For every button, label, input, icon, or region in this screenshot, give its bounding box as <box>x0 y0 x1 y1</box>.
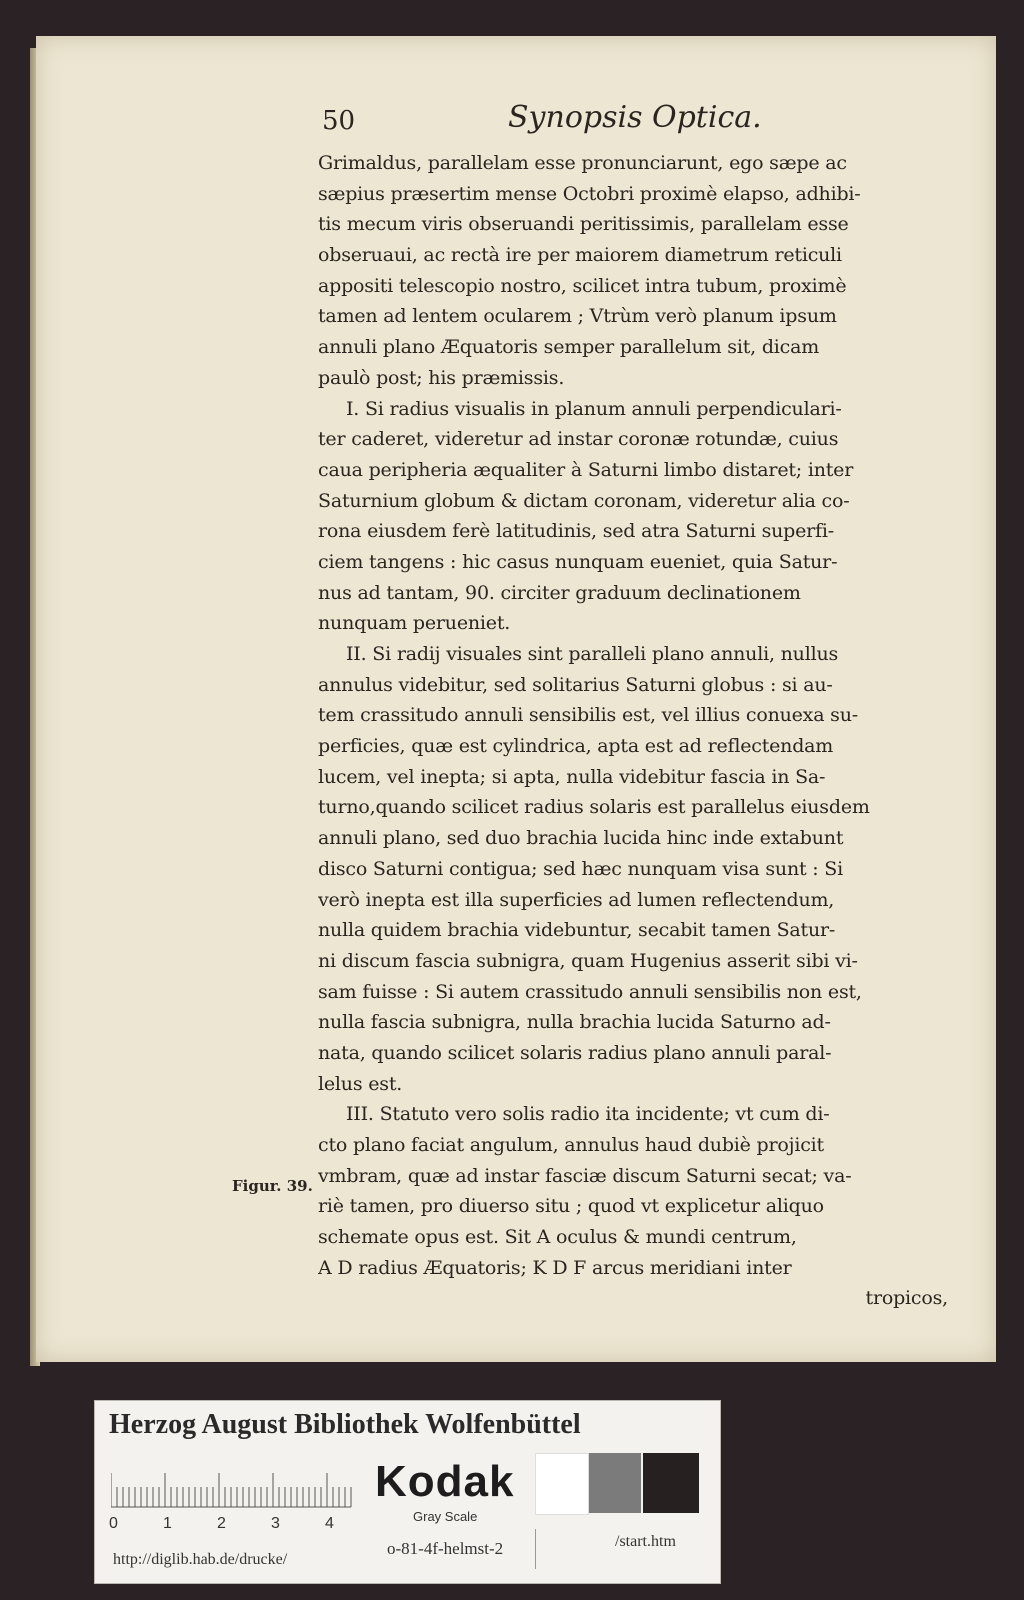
text-line: ter caderet, videretur ad instar coronæ rotundæ, cuius <box>318 428 839 451</box>
text-line: lelus est. <box>318 1072 403 1095</box>
text-line: perficies, quæ est cylindrica, apta est ad reflectendam <box>318 735 834 758</box>
text-line: ni discum fascia subnigra, quam Hugenius asserit sibi vi- <box>318 949 858 972</box>
text-block <box>318 100 948 1314</box>
text-line: nata, quando scilicet solaris radius plano annuli paral- <box>318 1041 832 1064</box>
page-header <box>318 100 948 148</box>
text-line: tem crassitudo annuli sensibilis est, vel illius conuexa su- <box>318 704 858 727</box>
body-text <box>318 148 948 1314</box>
text-line: ciem tangens : hic casus nunquam eueniet, quia Satur- <box>318 550 838 573</box>
black-swatch <box>643 1453 699 1513</box>
text-line: sæpius præsertim mense Octobri proximè elapso, adhibi- <box>318 182 861 205</box>
margin-note: Figur. 39. <box>232 1177 313 1195</box>
running-title: Synopsis Optica. <box>508 100 762 135</box>
gray-scale-label: Gray Scale <box>413 1509 478 1524</box>
text-line: nulla quidem brachia videbuntur, secabit tamen Satur- <box>318 919 836 942</box>
text-line: tropicos, <box>865 1287 948 1310</box>
text-line: turno,quando scilicet radius solaris est parallelus eiusdem <box>318 796 870 819</box>
text-line: verò inepta est illa superficies ad lumen reflectendum, <box>318 888 835 911</box>
text-line: schemate opus est. Sit A oculus & mundi centrum, <box>318 1226 797 1249</box>
text-line: annuli plano Æquatoris semper parallelum sit, dicam <box>318 336 820 359</box>
text-line: annulus videbitur, sed solitarius Saturni globus : si au- <box>318 673 833 696</box>
url-shelfmark: o-81-4f-helmst-2 <box>387 1539 504 1558</box>
text-line: annuli plano, sed duo brachia lucida hinc inde extabunt <box>318 827 844 850</box>
url-base: http://diglib.hab.de/drucke/ <box>113 1551 288 1568</box>
library-title: Herzog August Bibliothek Wolfenbüttel <box>109 1409 581 1440</box>
color-target-card <box>94 1400 721 1584</box>
text-line: lucem, vel inepta; si apta, nulla videbitur fascia in Sa- <box>318 765 826 788</box>
ruler-number: 2 <box>217 1515 226 1532</box>
text-line: appositi telescopio nostro, scilicet intra tubum, proximè <box>318 274 847 297</box>
text-line: A D radius Æquatoris; K D F arcus meridiani inter <box>318 1256 792 1279</box>
text-line: cto plano faciat angulum, annulus haud dubiè projicit <box>318 1134 824 1156</box>
ruler-number: 4 <box>325 1515 334 1532</box>
text-line: obseruaui, ac rectà ire per maiorem diametrum reticuli <box>318 244 842 267</box>
text-line: sam fuisse : Si autem crassitudo annuli sensibilis non est, <box>318 980 862 1003</box>
text-line: tis mecum viris obseruandi peritissimis, parallelam esse <box>318 213 849 236</box>
kodak-logo: Kodak <box>375 1457 515 1506</box>
text-line: Saturnium globum & dictam coronam, videretur alia co- <box>318 489 850 512</box>
ruler-number: 3 <box>271 1515 280 1532</box>
text-line: paulò post; his præmissis. <box>318 366 565 389</box>
text-line: disco Saturni contigua; sed hæc nunquam visa sunt : Si <box>318 857 843 880</box>
text-line: III. Statuto vero solis radio ita incidente; vt cum di- <box>346 1103 830 1126</box>
text-line: vmbram, quæ ad instar fasciæ discum Saturni secat; va- <box>318 1164 852 1187</box>
text-line: Grimaldus, parallelam esse pronunciarunt, ego sæpe ac <box>318 152 847 174</box>
text-line: nus ad tantam, 90. circiter graduum declinationem <box>318 581 801 604</box>
text-line: rona eiusdem ferè latitudinis, sed atra Saturni superfi- <box>318 520 834 543</box>
text-line: tamen ad lentem ocularem ; Vtrùm verò planum ipsum <box>318 305 837 328</box>
text-line: I. Si radius visualis in planum annuli perpendiculari- <box>346 397 842 420</box>
text-line: riè tamen, pro diuerso situ ; quod vt explicetur aliquo <box>318 1195 824 1218</box>
text-line: II. Si radij visuales sint paralleli plano annuli, nullus <box>346 643 839 665</box>
white-swatch <box>535 1453 589 1515</box>
ruler-number: 0 <box>109 1515 118 1532</box>
text-line: nulla fascia subnigra, nulla brachia lucida Saturno ad- <box>318 1011 831 1034</box>
text-line: caua peripheria æqualiter à Saturni limbo distaret; inter <box>318 458 854 481</box>
page-number: 50 <box>322 106 356 136</box>
gray-swatch <box>589 1453 641 1513</box>
separator <box>535 1529 536 1569</box>
url-start: /start.htm <box>615 1533 676 1550</box>
text-line: nunquam perueniet. <box>318 612 511 635</box>
ruler-scale <box>111 1469 361 1509</box>
ruler-number: 1 <box>163 1515 172 1532</box>
